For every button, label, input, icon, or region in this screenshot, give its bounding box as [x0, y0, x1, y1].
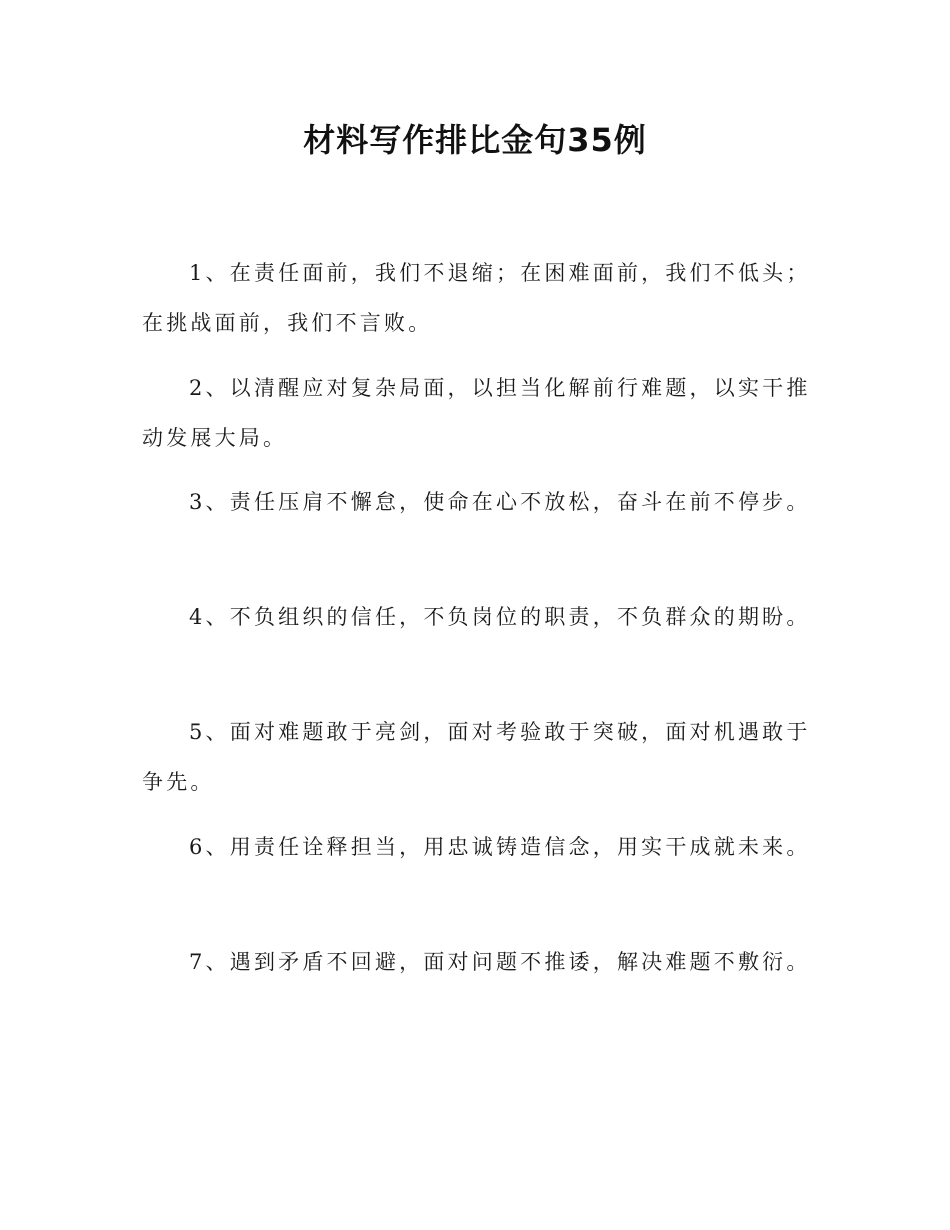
- paragraph-2: 2、以清醒应对复杂局面，以担当化解前行难题，以实干推动发展大局。: [142, 376, 811, 450]
- paragraph-1: 1、在责任面前，我们不退缩；在困难面前，我们不低头；在挑战面前，我们不言败。: [142, 261, 811, 335]
- paragraph-7: 7、遇到矛盾不回避，面对问题不推诿，解决难题不敷衍。: [189, 950, 811, 974]
- page-title: 材料写作排比金句35例: [303, 121, 647, 159]
- paragraph-5: 5、面对难题敢于亮剑，面对考验敢于突破，面对机遇敢于争先。: [142, 720, 811, 794]
- paragraph-3: 3、责任压肩不懈怠，使命在心不放松，奋斗在前不停步。: [189, 490, 811, 514]
- paragraph-6: 6、用责任诠释担当，用忠诚铸造信念，用实干成就未来。: [189, 835, 811, 859]
- paragraph-4: 4、不负组织的信任，不负岗位的职责，不负群众的期盼。: [189, 605, 811, 629]
